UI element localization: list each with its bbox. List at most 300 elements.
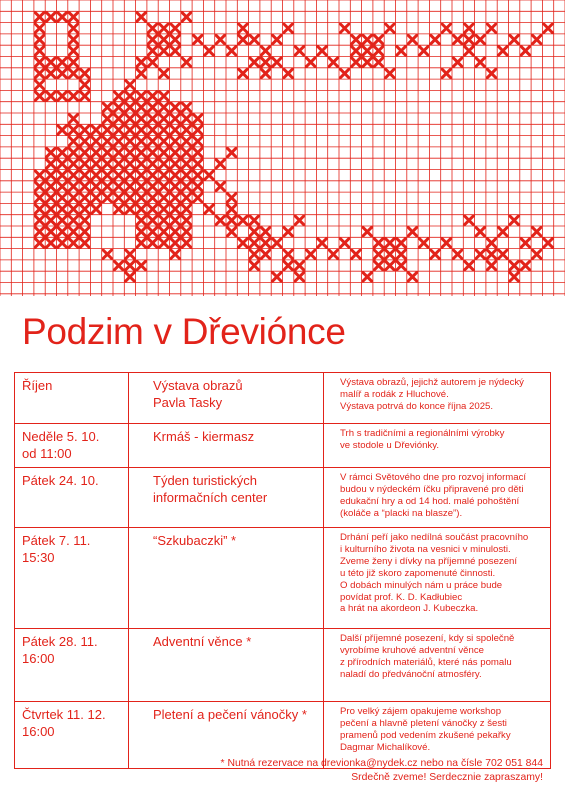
event-date-line: od 11:00	[22, 446, 72, 461]
cross-stitch	[453, 58, 462, 67]
cross-stitch	[137, 261, 146, 270]
cross-stitch	[465, 35, 474, 44]
cross-stitch	[137, 194, 146, 203]
cross-stitch	[284, 227, 293, 236]
event-description-line: malíř a rodák z Hluchové.	[340, 388, 449, 400]
cross-stitch	[69, 227, 78, 236]
cross-stitch	[194, 126, 203, 135]
cross-stitch	[340, 24, 349, 33]
cross-stitch	[171, 47, 180, 56]
cross-stitch	[81, 239, 90, 248]
cross-stitch	[273, 35, 282, 44]
cross-stitch	[35, 35, 44, 44]
cross-stitch	[160, 114, 169, 123]
cross-stitch	[408, 273, 417, 282]
event-description-line: O dobách minulých nám u práce bude	[340, 579, 503, 591]
cross-stitch	[205, 205, 214, 214]
cross-stitch	[81, 81, 90, 90]
event-date-line: Pátek 28. 11.	[22, 634, 98, 649]
cross-stitch	[148, 182, 157, 191]
event-name-line: informačních center	[153, 490, 268, 505]
cross-stitch	[137, 137, 146, 146]
cross-stitch	[227, 227, 236, 236]
cross-stitch	[69, 148, 78, 157]
event-description-line: V rámci Světového dne pro rozvoj informací	[340, 472, 527, 483]
event-date	[15, 424, 129, 468]
cross-stitch	[499, 227, 508, 236]
cross-stitch	[465, 24, 474, 33]
cross-stitch	[160, 227, 169, 236]
cross-stitch	[114, 182, 123, 191]
cross-stitch	[227, 194, 236, 203]
cross-stitch	[160, 69, 169, 78]
cross-stitch	[182, 58, 191, 67]
cross-stitch	[69, 160, 78, 169]
cross-stitch	[442, 69, 451, 78]
cross-stitch	[374, 58, 383, 67]
cross-stitch	[126, 261, 135, 270]
cross-stitch	[103, 160, 112, 169]
cross-stitch	[148, 171, 157, 180]
cross-stitch	[114, 137, 123, 146]
cross-stitch	[160, 137, 169, 146]
cross-stitch	[81, 92, 90, 101]
cross-stitch	[47, 148, 56, 157]
cross-stitch	[35, 58, 44, 67]
cross-stitch	[92, 160, 101, 169]
cross-stitch	[160, 92, 169, 101]
footer	[221, 757, 543, 785]
cross-stitch	[69, 58, 78, 67]
cross-stitch	[171, 216, 180, 225]
cross-stitch	[544, 239, 553, 248]
cross-stitch	[35, 47, 44, 56]
cross-stitch	[148, 160, 157, 169]
cross-stitch	[205, 171, 214, 180]
event-description	[324, 424, 551, 468]
cross-stitch	[386, 69, 395, 78]
event-name	[129, 528, 324, 629]
cross-stitch	[126, 103, 135, 112]
cross-stitch	[114, 126, 123, 135]
cross-stitch	[386, 261, 395, 270]
cross-stitch	[92, 194, 101, 203]
cross-stitch	[137, 114, 146, 123]
cross-stitch	[182, 126, 191, 135]
cross-stitch	[510, 216, 519, 225]
cross-stitch	[250, 216, 259, 225]
cross-stitch	[160, 239, 169, 248]
cross-stitch	[69, 194, 78, 203]
cross-stitch	[69, 47, 78, 56]
cross-stitch	[194, 35, 203, 44]
event-name-line: Krmáš - kiermasz	[153, 429, 255, 444]
events-table	[14, 372, 551, 769]
cross-stitch	[137, 216, 146, 225]
cross-stitch	[47, 160, 56, 169]
cross-stitch	[284, 261, 293, 270]
table-row	[15, 424, 551, 468]
cross-stitch	[261, 69, 270, 78]
cross-stitch	[453, 35, 462, 44]
cross-stitch	[352, 47, 361, 56]
cross-stitch	[58, 126, 67, 135]
cross-stitch	[92, 126, 101, 135]
cross-stitch	[81, 216, 90, 225]
cross-stitch	[160, 194, 169, 203]
cross-stitch	[58, 69, 67, 78]
cross-stitch	[352, 250, 361, 259]
cross-stitch	[35, 24, 44, 33]
cross-stitch	[47, 239, 56, 248]
cross-stitch	[171, 227, 180, 236]
cross-stitch	[533, 35, 542, 44]
event-description-line: vyrobíme kruhové adventní věnce	[340, 644, 484, 656]
cross-stitch	[58, 148, 67, 157]
event-date	[15, 629, 129, 702]
cross-stitch	[137, 171, 146, 180]
cross-stitch	[35, 171, 44, 180]
cross-stitch	[137, 182, 146, 191]
cross-stitch	[148, 137, 157, 146]
cross-stitch	[160, 216, 169, 225]
cross-stitch	[35, 205, 44, 214]
cross-stitch	[81, 160, 90, 169]
cross-stitch	[171, 182, 180, 191]
cross-stitch	[397, 47, 406, 56]
cross-stitch	[160, 205, 169, 214]
cross-stitch	[126, 194, 135, 203]
cross-stitch	[148, 126, 157, 135]
cross-stitch	[374, 239, 383, 248]
cross-stitch	[137, 160, 146, 169]
cross-stitch	[69, 24, 78, 33]
cross-stitch	[103, 137, 112, 146]
cross-stitch	[182, 205, 191, 214]
cross-stitch	[58, 160, 67, 169]
event-date	[15, 468, 129, 528]
cross-stitch	[137, 148, 146, 157]
cross-stitch	[58, 92, 67, 101]
cross-stitch	[148, 194, 157, 203]
cross-stitch	[408, 227, 417, 236]
cross-stitch	[182, 103, 191, 112]
cross-stitch	[148, 103, 157, 112]
cross-stitch	[114, 92, 123, 101]
cross-stitch	[307, 58, 316, 67]
cross-stitch	[126, 182, 135, 191]
page-title: Podzim v Dřeviónce	[22, 311, 346, 352]
event-date-line: 16:00	[22, 724, 55, 739]
event-name	[129, 424, 324, 468]
cross-stitch	[137, 69, 146, 78]
cross-stitch	[114, 148, 123, 157]
cross-stitch	[182, 171, 191, 180]
cross-stitch	[182, 137, 191, 146]
cross-stitch	[397, 261, 406, 270]
cross-stitch	[35, 182, 44, 191]
cross-stitch	[126, 160, 135, 169]
cross-stitch	[194, 160, 203, 169]
cross-stitch	[114, 261, 123, 270]
cross-stitch	[465, 216, 474, 225]
event-description-line: pramenů pod vedením zkušené pekařky	[340, 729, 511, 741]
cross-stitch	[261, 47, 270, 56]
cross-stitch	[318, 239, 327, 248]
cross-stitch	[374, 261, 383, 270]
cross-stitch	[239, 216, 248, 225]
cross-stitch	[250, 35, 259, 44]
cross-stitch	[307, 250, 316, 259]
cross-stitch	[476, 35, 485, 44]
cross-stitch	[476, 250, 485, 259]
cross-stitch	[216, 216, 225, 225]
cross-stitch	[239, 239, 248, 248]
cross-stitch	[47, 58, 56, 67]
cross-stitch	[374, 47, 383, 56]
cross-stitch	[194, 148, 203, 157]
cross-stitch	[329, 58, 338, 67]
cross-stitch	[114, 103, 123, 112]
event-date-line: Neděle 5. 10.	[22, 429, 100, 444]
cross-stitch	[137, 58, 146, 67]
cross-stitch	[148, 92, 157, 101]
cross-stitch	[126, 148, 135, 157]
cross-stitch	[92, 148, 101, 157]
invitation-text: Srdečně zveme! Serdecznie zapraszamy!	[351, 772, 543, 783]
cross-stitch	[386, 24, 395, 33]
event-date-line: 16:00	[22, 651, 55, 666]
cross-stitch	[521, 47, 530, 56]
cross-stitch	[171, 35, 180, 44]
cross-stitch	[148, 35, 157, 44]
cross-stitch	[386, 250, 395, 259]
cross-stitch	[148, 148, 157, 157]
cross-stitch	[442, 239, 451, 248]
cross-stitch	[239, 24, 248, 33]
cross-stitch	[194, 114, 203, 123]
cross-stitch	[69, 137, 78, 146]
cross-stitch	[35, 227, 44, 236]
cross-stitch	[521, 261, 530, 270]
event-description-line: (koláče a “placki na blasze”).	[340, 507, 463, 519]
cross-stitch	[295, 273, 304, 282]
cross-stitch	[126, 114, 135, 123]
event-description-line: budou v nýdeckém íčku připravené pro děti	[340, 483, 524, 495]
cross-stitch	[363, 58, 372, 67]
event-description-line: Dagmar Michalíkové.	[340, 741, 431, 753]
event-description-line: Další příjemné posezení, kdy si společně	[340, 633, 515, 644]
cross-stitch	[487, 69, 496, 78]
cross-stitch	[374, 250, 383, 259]
cross-stitch	[227, 205, 236, 214]
cross-stitch	[250, 239, 259, 248]
cross-stitch	[160, 103, 169, 112]
event-name-line: Týden turistických	[153, 473, 258, 488]
cross-stitch	[171, 103, 180, 112]
cross-stitch	[182, 239, 191, 248]
cross-stitch	[103, 114, 112, 123]
event-date	[15, 702, 129, 769]
cross-stitch	[58, 239, 67, 248]
event-description-line: z přírodních materiálů, které nás pomalu	[340, 656, 512, 668]
cross-stitch	[103, 103, 112, 112]
cross-stitch	[58, 58, 67, 67]
cross-stitch	[420, 47, 429, 56]
event-name	[129, 373, 324, 424]
cross-stitch	[329, 250, 338, 259]
cross-stitch	[160, 24, 169, 33]
cross-stitch	[69, 239, 78, 248]
cross-stitch	[487, 239, 496, 248]
cross-stitch	[47, 69, 56, 78]
event-description-line: Drhání peří jako nedílná součást pracovního	[340, 532, 529, 543]
cross-stitch	[126, 250, 135, 259]
cross-stitch	[148, 239, 157, 248]
cross-stitch	[148, 205, 157, 214]
table-row	[15, 629, 551, 702]
cross-stitch	[81, 171, 90, 180]
cross-stitch	[35, 194, 44, 203]
event-description-line: naladí do předvánoční atmosféry.	[340, 668, 482, 680]
cross-stitch	[137, 126, 146, 135]
grid-lines	[0, 0, 565, 296]
cross-stitch	[261, 58, 270, 67]
cross-stitch	[194, 137, 203, 146]
cross-stitch	[103, 126, 112, 135]
cross-stitch	[160, 160, 169, 169]
cross-stitch	[194, 194, 203, 203]
cross-stitch	[510, 35, 519, 44]
event-description-line: povídat prof. K. D. Kadłubiec	[340, 591, 463, 603]
cross-stitch	[114, 160, 123, 169]
cross-stitch	[171, 160, 180, 169]
cross-stitch	[171, 171, 180, 180]
cross-stitch	[81, 182, 90, 191]
cross-stitch	[431, 250, 440, 259]
event-name	[129, 468, 324, 528]
cross-stitch	[182, 13, 191, 22]
cross-stitch	[476, 58, 485, 67]
cross-stitch	[103, 148, 112, 157]
table-row	[15, 468, 551, 528]
cross-stitch	[137, 92, 146, 101]
cross-stitch	[69, 182, 78, 191]
cross-stitch	[239, 35, 248, 44]
cross-stitch	[160, 171, 169, 180]
cross-stitch	[126, 81, 135, 90]
cross-stitch	[35, 81, 44, 90]
cross-stitch	[47, 182, 56, 191]
cross-stitch	[114, 205, 123, 214]
event-description-line: ve stodole u Dřeviónky.	[340, 439, 440, 451]
cross-stitch	[81, 69, 90, 78]
cross-stitch	[92, 205, 101, 214]
cross-stitch	[352, 58, 361, 67]
table-row	[15, 528, 551, 629]
event-name-line: Výstava obrazů	[153, 378, 243, 393]
cross-stitch	[69, 205, 78, 214]
cross-stitch	[487, 24, 496, 33]
cross-stitch	[47, 205, 56, 214]
cross-stitch	[442, 24, 451, 33]
cross-stitch	[476, 227, 485, 236]
cross-stitch	[261, 227, 270, 236]
cross-stitch	[171, 250, 180, 259]
cross-stitch	[273, 239, 282, 248]
table-row	[15, 373, 551, 424]
cross-stitch	[126, 137, 135, 146]
cross-stitch	[363, 47, 372, 56]
cross-stitch	[250, 261, 259, 270]
cross-stitch	[499, 250, 508, 259]
cross-stitch	[250, 58, 259, 67]
cross-stitch	[295, 261, 304, 270]
event-description	[324, 528, 551, 629]
cross-stitch	[182, 216, 191, 225]
cross-stitch	[103, 250, 112, 259]
cross-stitch	[171, 239, 180, 248]
cross-stitch	[363, 35, 372, 44]
cross-stitch	[465, 47, 474, 56]
cross-stitch	[510, 273, 519, 282]
cross-stitch	[295, 216, 304, 225]
cross-stitch	[408, 35, 417, 44]
cross-stitch	[295, 47, 304, 56]
cross-stitch	[58, 171, 67, 180]
cross-stitch	[148, 24, 157, 33]
cross-stitch	[126, 273, 135, 282]
cross-stitch	[160, 182, 169, 191]
cross-stitch	[374, 35, 383, 44]
event-description-line: a hrát na akordeon J. Kubeczka.	[340, 603, 479, 615]
cross-stitch	[92, 137, 101, 146]
cross-stitch	[250, 227, 259, 236]
cross-stitch	[453, 250, 462, 259]
event-description-line: pečení a hlavně pletení vánočky z šesti	[340, 717, 507, 729]
cross-stitch	[273, 58, 282, 67]
cross-stitch	[69, 216, 78, 225]
event-date-line: 15:30	[22, 550, 55, 565]
cross-stitch	[137, 205, 146, 214]
cross-stitch	[47, 194, 56, 203]
cross-stitch	[35, 13, 44, 22]
cross-stitch	[69, 126, 78, 135]
cross-stitch	[35, 216, 44, 225]
cross-stitch	[171, 205, 180, 214]
cross-stitch	[81, 227, 90, 236]
cross-stitch	[205, 47, 214, 56]
cross-stitch	[182, 227, 191, 236]
cross-stitch	[81, 205, 90, 214]
cross-stitch	[148, 114, 157, 123]
cross-stitch	[487, 261, 496, 270]
cross-stitch	[227, 216, 236, 225]
cross-stitch	[160, 35, 169, 44]
cross-stitch	[160, 126, 169, 135]
cross-stitch	[58, 194, 67, 203]
event-date-line: Pátek 24. 10.	[22, 473, 99, 488]
cross-stitch	[148, 227, 157, 236]
cross-stitch	[148, 47, 157, 56]
cross-stitch	[284, 69, 293, 78]
cross-stitch	[126, 92, 135, 101]
cross-stitch	[182, 182, 191, 191]
cross-stitch	[216, 35, 225, 44]
cross-stitch	[81, 148, 90, 157]
cross-stitch	[35, 239, 44, 248]
event-name-line: “Szkubaczki” *	[153, 533, 237, 548]
